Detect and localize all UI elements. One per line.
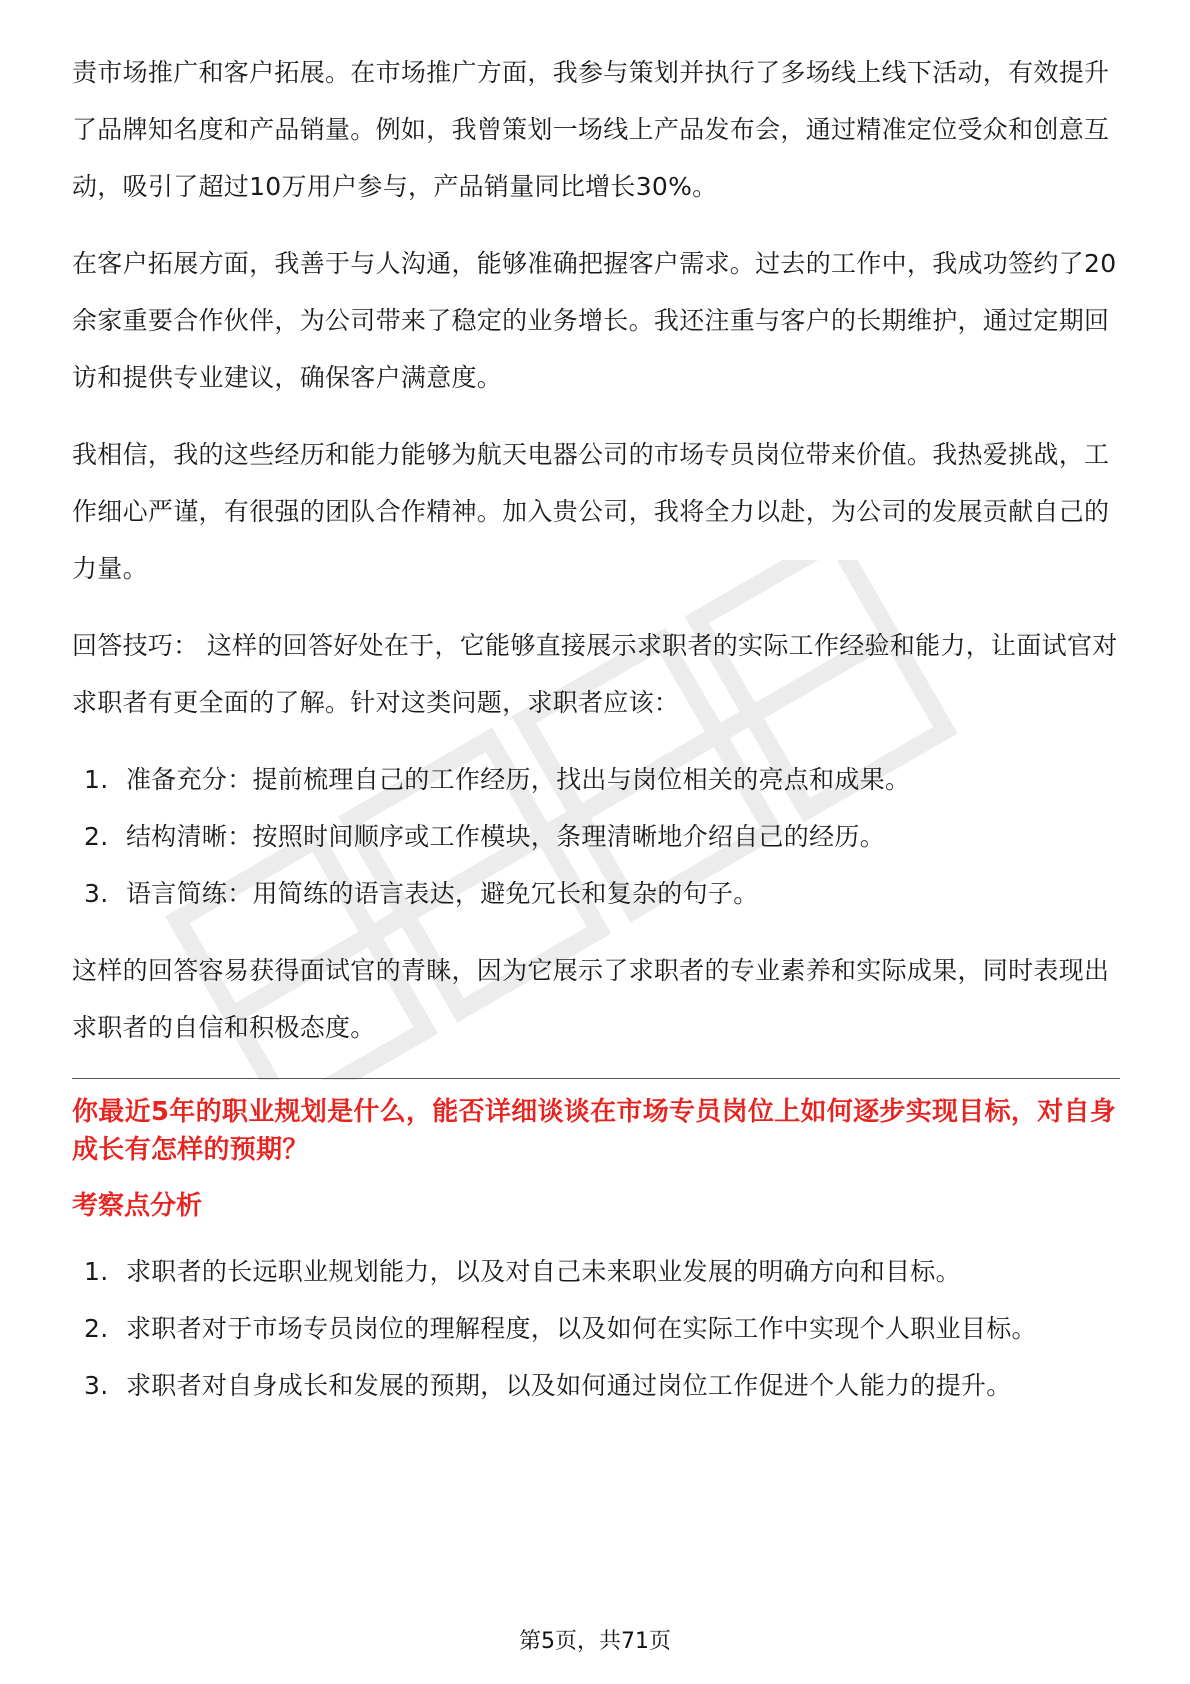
list-item <box>72 1357 1120 1414</box>
list-text: 结构清晰：按照时间顺序或工作模块，条理清晰地介绍自己的经历。 <box>126 822 886 851</box>
analysis-heading: 考察点分析 <box>72 1191 203 1221</box>
list-item <box>72 808 1120 865</box>
paragraph-value: 我相信，我的这些经历和能力能够为航天电器公司的市场专员岗位带来价值。我热爱挑战，工作细心严谨，有很强的团队合作精神。加入贵公司，我将全力以赴，为公司的发展贡献自己的力量。 <box>72 440 1110 583</box>
list-number: 3. <box>84 1371 109 1400</box>
list-item <box>72 865 1120 922</box>
list-number: 1. <box>84 765 109 794</box>
list-number: 2. <box>84 1314 109 1343</box>
list-item <box>72 751 1120 808</box>
list-number: 2. <box>84 822 109 851</box>
list-text: 准备充分：提前梳理自己的工作经历，找出与岗位相关的亮点和成果。 <box>126 765 911 794</box>
paragraph-client-expansion: 在客户拓展方面，我善于与人沟通，能够准确把握客户需求。过去的工作中，我成功签约了20余家重要合作伙伴，为公司带来了稳定的业务增长。我还注重与客户的长期维护，通过定期回访和提供专业建议，确保客户满意度。 <box>72 249 1117 392</box>
list-item <box>72 1243 1120 1300</box>
interview-question: 你最近5年的职业规划是什么，能否详细谈谈在市场专员岗位上如何逐步实现目标，对自身成长有怎样的预期？ <box>72 1097 1117 1165</box>
section-divider <box>72 1078 1120 1079</box>
list-item <box>72 1300 1120 1357</box>
list-number: 1. <box>84 1257 109 1286</box>
page-footer: 第5页，共71页 <box>519 1629 671 1654</box>
paragraph-experience: 责市场推广和客户拓展。在市场推广方面，我参与策划并执行了多场线上线下活动，有效提升了品牌知名度和产品销量。例如，我曾策划一场线上产品发布会，通过精准定位受众和创意互动，吸引了超过10万用户参与，产品销量同比增长30%。 <box>72 58 1110 201</box>
analysis-list <box>72 1243 1120 1414</box>
tips-list <box>72 751 1120 922</box>
paragraph-closing: 这样的回答容易获得面试官的青睐，因为它展示了求职者的专业素养和实际成果，同时表现出求职者的自信和积极态度。 <box>72 956 1110 1042</box>
list-text: 求职者对自身成长和发展的预期，以及如何通过岗位工作促进个人能力的提升。 <box>126 1371 1012 1400</box>
list-text: 求职者的长远职业规划能力，以及对自己未来职业发展的明确方向和目标。 <box>126 1257 961 1286</box>
paragraph-answer-tips: 回答技巧： 这样的回答好处在于，它能够直接展示求职者的实际工作经验和能力，让面试官对求职者有更全面的了解。针对这类问题，求职者应该： <box>72 631 1118 717</box>
list-text: 求职者对于市场专员岗位的理解程度，以及如何在实际工作中实现个人职业目标。 <box>126 1314 1037 1343</box>
document-body <box>72 44 1120 1434</box>
list-number: 3. <box>84 879 109 908</box>
list-text: 语言简练：用简练的语言表达，避免冗长和复杂的句子。 <box>126 879 759 908</box>
